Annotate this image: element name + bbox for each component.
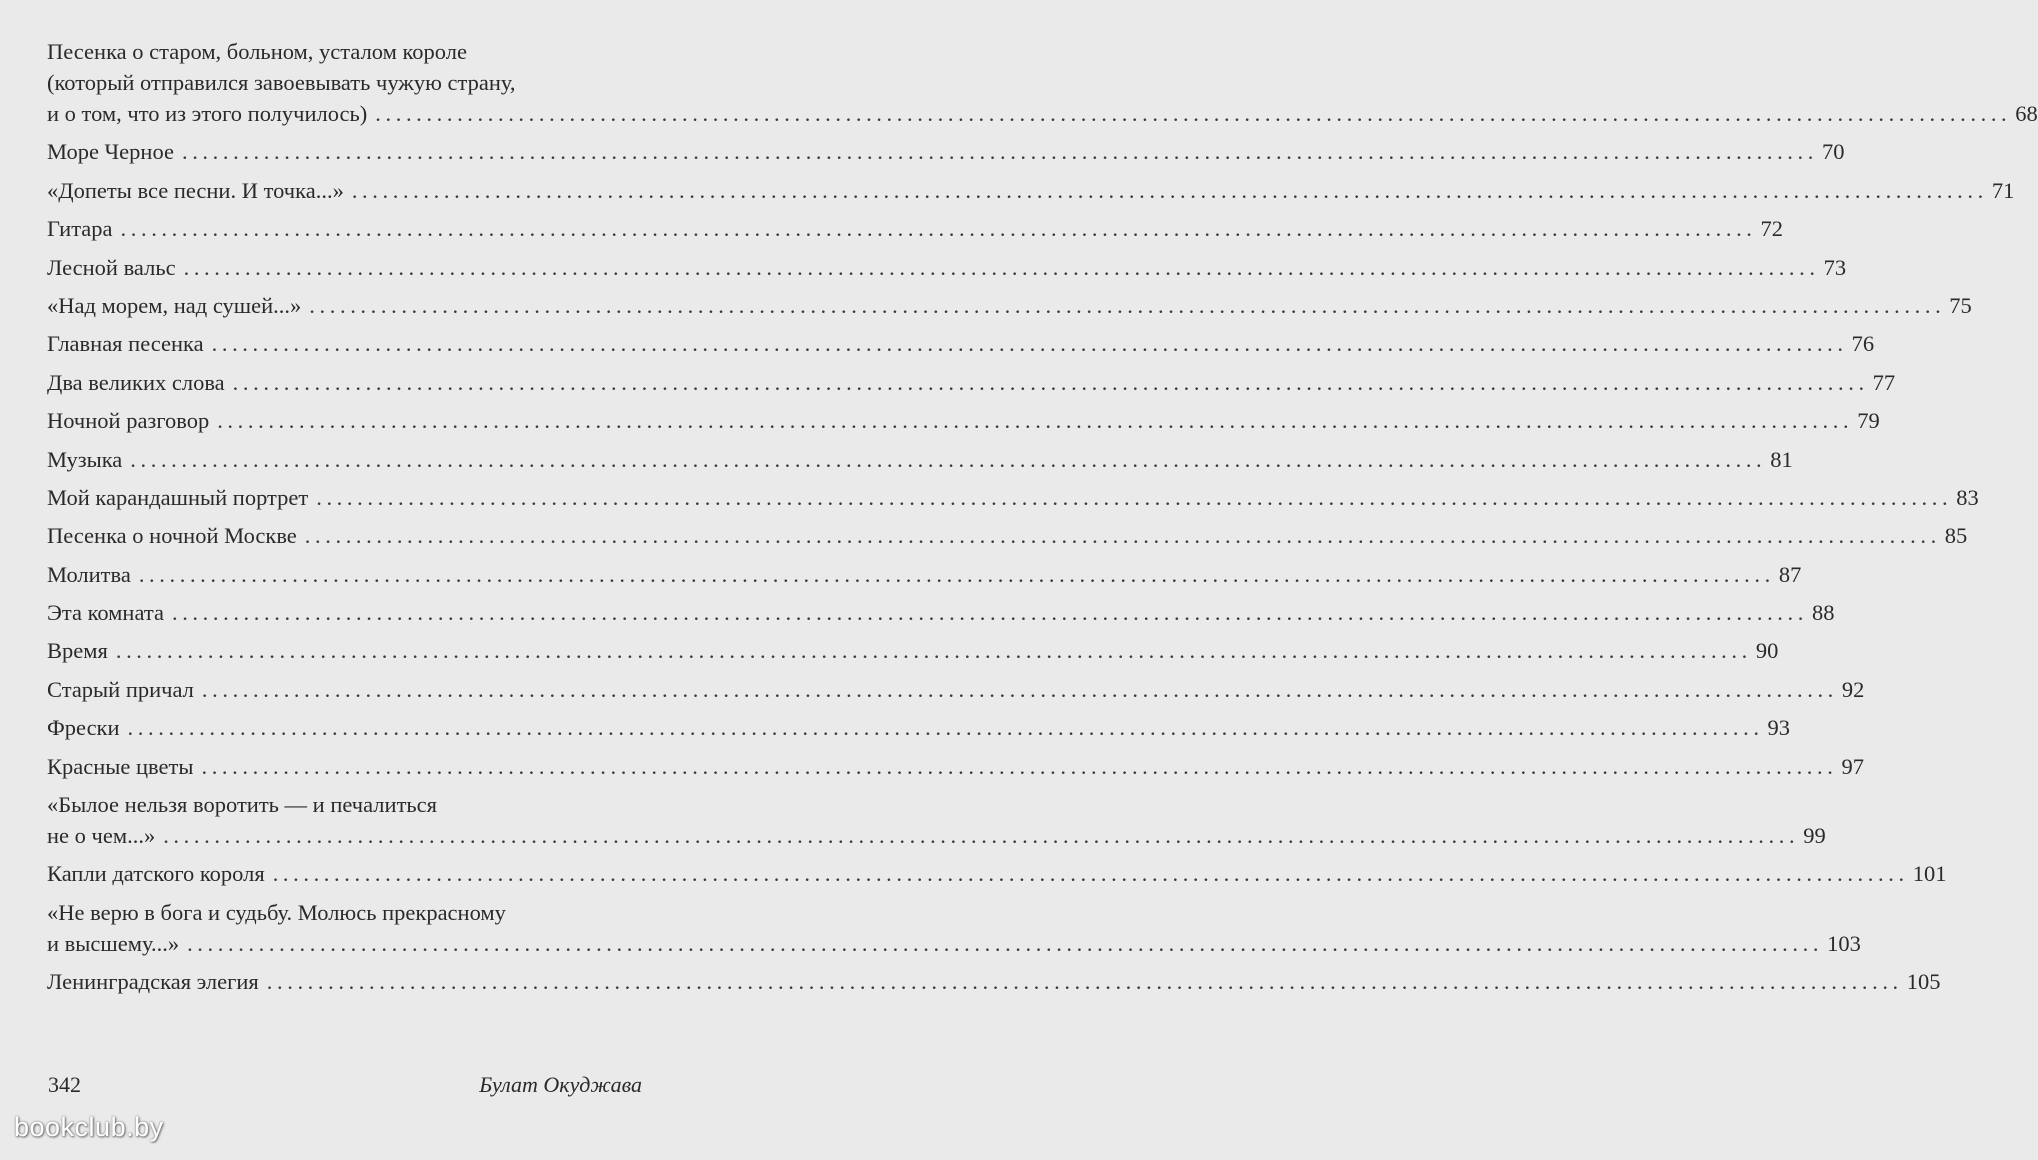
toc-entry-page-number: 105: [1906, 969, 1941, 995]
toc-entry: [47, 367, 1896, 398]
toc-entry-last-line: [47, 444, 1793, 475]
toc-entry: [47, 897, 1861, 959]
toc-entry-title-line: Ночной разговор: [47, 408, 210, 434]
toc-entry-last-line: [47, 820, 1826, 851]
toc-entry-page-number: 79: [1857, 408, 1880, 434]
toc-entry-page-number: 71: [1991, 177, 2015, 203]
toc-entry-last-line: [47, 290, 1972, 321]
dot-leader: ................................................................................................................................................................: [183, 254, 1820, 280]
dot-leader: ................................................................................................................................................................: [171, 600, 1808, 626]
toc-entry-page-number: 83: [1956, 484, 1979, 510]
toc-entry: [47, 36, 2038, 129]
dot-leader: ................................................................................................................................................................: [304, 523, 1941, 549]
toc-entry-title-line: Мой карандашный портрет: [47, 484, 309, 510]
toc-entry-title-line: Главная песенка: [47, 331, 204, 357]
toc-entry: [47, 712, 1791, 743]
toc-entry-last-line: [47, 482, 1979, 513]
toc-entry-last-line: [47, 136, 1845, 167]
toc-entry-page-number: 85: [1944, 523, 1968, 549]
dot-leader: ................................................................................................................................................................: [232, 369, 1869, 395]
toc-entry-title-line: Два великих слова: [47, 369, 225, 395]
toc-entry-last-line: [47, 98, 2038, 129]
toc-entry-page-number: 68: [2015, 101, 2038, 126]
toc-entry-title-line: Гитара: [47, 216, 113, 242]
dot-leader: ................................................................................................................................................................: [266, 969, 1903, 995]
toc-entry-last-line: [47, 674, 1865, 705]
toc-entry-title-line: Лесной вальс: [47, 254, 176, 280]
toc-entry-page-number: 70: [1821, 139, 1845, 165]
toc-entry-title-line: Старый причал: [47, 676, 194, 702]
toc-entry-page-number: 73: [1823, 254, 1847, 280]
dot-leader: ................................................................................................................................................................: [217, 408, 1854, 434]
toc-entry-page-number: 87: [1778, 561, 1802, 587]
toc-entry: [47, 858, 1947, 889]
toc-entry-title-line: Песенка о ночной Москве: [47, 523, 297, 549]
toc-entry: [47, 635, 1779, 666]
toc-entry-last-line: [47, 367, 1896, 398]
dot-leader: ................................................................................................................................................................: [120, 216, 1757, 242]
toc-entry: [47, 213, 1784, 244]
toc-entry-last-line: [47, 597, 1835, 628]
toc-entry-title-line: «Былое нельзя воротить — и печалиться: [47, 792, 438, 818]
toc-entry-page-number: 72: [1760, 216, 1784, 242]
toc-entry-page-number: 99: [1803, 823, 1826, 849]
toc-entry-last-line: [47, 928, 1861, 959]
toc-entry-title-line: Капли датского короля: [47, 861, 265, 887]
toc-entry-last-line: [47, 966, 1941, 997]
toc-entry-last-line: [47, 559, 1802, 590]
dot-leader: ................................................................................................................................................................: [272, 861, 1909, 887]
running-footer-author: Булат Окуджава: [479, 1072, 642, 1097]
toc-entry-page-number: 88: [1811, 600, 1835, 626]
toc-entry-title-line: Эта комната: [47, 600, 164, 626]
toc-entry-last-line: [47, 520, 1968, 551]
toc-entry: [47, 789, 1826, 851]
toc-entry-page-number: 97: [1841, 753, 1864, 779]
toc-entry-last-line: [47, 175, 2015, 206]
dot-leader: ................................................................................................................................................................: [375, 101, 2012, 126]
toc-entry-title-line: и о том, что из этого получилось): [47, 101, 368, 126]
toc-entry-page-number: 90: [1755, 638, 1779, 664]
toc-entry: [47, 966, 1941, 997]
dot-leader: ................................................................................................................................................................: [181, 139, 1818, 165]
watermark-text: bookclub.by: [14, 1112, 164, 1142]
dot-leader: ................................................................................................................................................................: [187, 930, 1824, 956]
dot-leader: ................................................................................................................................................................: [201, 676, 1838, 702]
toc-entry: [47, 444, 1793, 475]
dot-leader: ................................................................................................................................................................: [130, 446, 1767, 472]
toc-entry-title-line: Море Черное: [47, 139, 174, 165]
dot-leader: ................................................................................................................................................................: [127, 715, 1764, 741]
toc-entry: [47, 597, 1835, 628]
toc-entry-last-line: [47, 328, 1875, 359]
dot-leader: ................................................................................................................................................................: [316, 484, 1953, 510]
toc-entry-title-line: Ленинградская элегия: [47, 969, 259, 995]
dot-leader: ................................................................................................................................................................: [115, 638, 1752, 664]
toc-entry: [47, 751, 1864, 782]
dot-leader: ................................................................................................................................................................: [201, 753, 1838, 779]
toc-entry-title-line: и высшему...»: [47, 930, 180, 956]
toc-entry: [47, 559, 1802, 590]
toc-entry-title-line: Молитва: [47, 561, 131, 587]
toc-entry-title-line: «Допеты все песни. И точка...»: [47, 177, 344, 203]
toc-entry: [47, 136, 1845, 167]
toc-entry-page-number: 103: [1827, 930, 1861, 956]
toc-entry: [47, 290, 1972, 321]
toc-entry-title-line: Песенка о старом, больном, усталом короле: [47, 39, 467, 64]
toc-entry-last-line: [47, 712, 1791, 743]
toc-entry-page-number: 92: [1841, 676, 1865, 702]
table-of-contents: [47, 36, 2038, 1005]
toc-entry-title-line: Время: [47, 638, 108, 664]
dot-leader: ................................................................................................................................................................: [163, 823, 1800, 849]
toc-entry-title-line: (который отправился завоевывать чужую страну,: [47, 70, 516, 95]
page-number: 342: [48, 1072, 81, 1097]
toc-entry-last-line: [47, 213, 1784, 244]
toc-entry-page-number: 77: [1872, 369, 1896, 395]
toc-entry-title-line: не о чем...»: [47, 823, 156, 849]
toc-entry-last-line: [47, 858, 1947, 889]
toc-entry: [47, 405, 1880, 436]
toc-entry: [47, 674, 1865, 705]
dot-leader: ................................................................................................................................................................: [138, 561, 1775, 587]
toc-entry: [47, 482, 1979, 513]
toc-entry-page-number: 81: [1770, 446, 1793, 472]
toc-entry-title-line: Красные цветы: [47, 753, 194, 779]
toc-entry: [47, 252, 1847, 283]
toc-entry-last-line: [47, 751, 1864, 782]
toc-entry-title-line: Фрески: [47, 715, 120, 741]
toc-entry-last-line: [47, 405, 1880, 436]
toc-entry: [47, 328, 1875, 359]
toc-entry-page-number: 93: [1767, 715, 1791, 741]
toc-entry-page-number: 76: [1851, 331, 1875, 357]
dot-leader: ................................................................................................................................................................: [351, 177, 1988, 203]
toc-entry-last-line: [47, 635, 1779, 666]
toc-entry-page-number: 101: [1912, 861, 1947, 887]
toc-entry-title-line: «Над морем, над сушей...»: [47, 292, 302, 318]
dot-leader: ................................................................................................................................................................: [211, 331, 1848, 357]
toc-entry-last-line: [47, 252, 1847, 283]
toc-entry: [47, 175, 2015, 206]
toc-entry: [47, 520, 1968, 551]
toc-entry-page-number: 75: [1949, 292, 1972, 318]
toc-entry-title-line: «Не верю в бога и судьбу. Молюсь прекрасному: [47, 899, 506, 925]
toc-entry-title-line: Музыка: [47, 446, 123, 472]
dot-leader: ................................................................................................................................................................: [309, 292, 1946, 318]
